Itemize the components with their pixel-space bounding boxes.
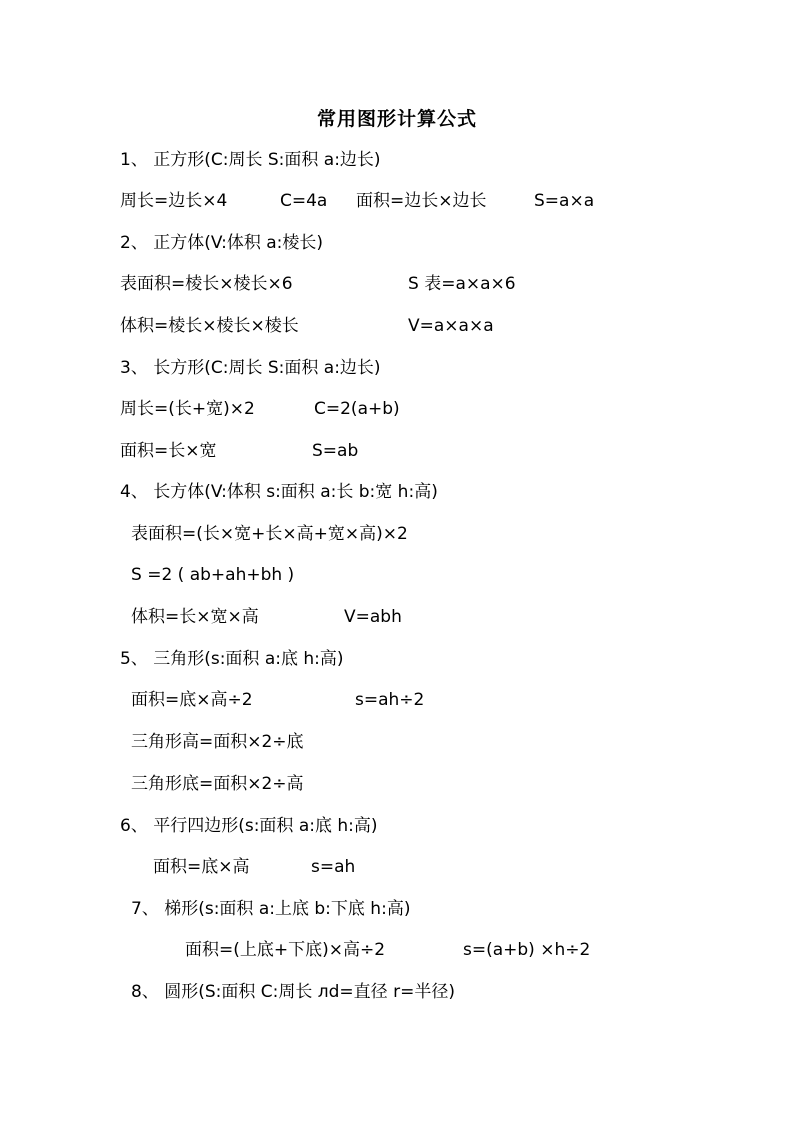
formula-symbol: s=ah xyxy=(311,857,356,877)
formula-text: 面积=长×宽 xyxy=(120,441,217,461)
formula-symbol: s=(a+b) ×h÷2 xyxy=(463,940,591,960)
formula-text: 三角形高=面积×2÷底 xyxy=(131,732,304,752)
formula-text: 周长=(长+宽)×2 xyxy=(120,399,255,419)
line-text: 2、 正方体(V:体积 a:棱长) xyxy=(120,233,324,253)
formula-text: 表面积=棱长×棱长×6 xyxy=(120,274,293,294)
formula-symbol: V=abh xyxy=(344,607,402,627)
formula-text: 面积=底×高÷2 xyxy=(131,690,253,710)
formula-symbol: V=a×a×a xyxy=(408,316,494,336)
line-text: 8、 圆形(S:面积 C:周长 лd=直径 r=半径) xyxy=(131,982,455,1002)
document-title: 常用图形计算公式 xyxy=(316,108,477,130)
formula-symbol: S=a×a xyxy=(534,191,595,211)
formula-text: 体积=棱长×棱长×棱长 xyxy=(120,316,299,336)
formula-text: 面积=边长×边长 xyxy=(356,191,487,211)
line-text: 4、 长方体(V:体积 s:面积 a:长 b:宽 h:高) xyxy=(120,482,438,502)
line-text: 5、 三角形(s:面积 a:底 h:高) xyxy=(120,649,344,669)
line-text: 1、 正方形(C:周长 S:面积 a:边长) xyxy=(120,150,381,170)
formula-symbol: S 表=a×a×6 xyxy=(408,274,516,294)
formula-text: 三角形底=面积×2÷高 xyxy=(131,774,304,794)
formula-symbol: C=2(a+b) xyxy=(314,399,400,419)
formula-text: 面积=(上底+下底)×高÷2 xyxy=(185,940,386,960)
line-text: 6、 平行四边形(s:面积 a:底 h:高) xyxy=(120,816,378,836)
formula-symbol: C=4a xyxy=(280,191,328,211)
formula-text: 周长=边长×4 xyxy=(120,191,228,211)
formula-text: 表面积=(长×宽+长×高+宽×高)×2 xyxy=(131,524,408,544)
formula-text: 面积=底×高 xyxy=(153,857,250,877)
formula-symbol: S=ab xyxy=(312,441,359,461)
line-text: 3、 长方形(C:周长 S:面积 a:边长) xyxy=(120,358,381,378)
formula-text: 体积=长×宽×高 xyxy=(131,607,259,627)
line-text: 7、 梯形(s:面积 a:上底 b:下底 h:高) xyxy=(131,899,411,919)
formula-symbol: S =2 ( ab+ah+bh ) xyxy=(131,565,295,585)
formula-symbol: s=ah÷2 xyxy=(355,690,425,710)
